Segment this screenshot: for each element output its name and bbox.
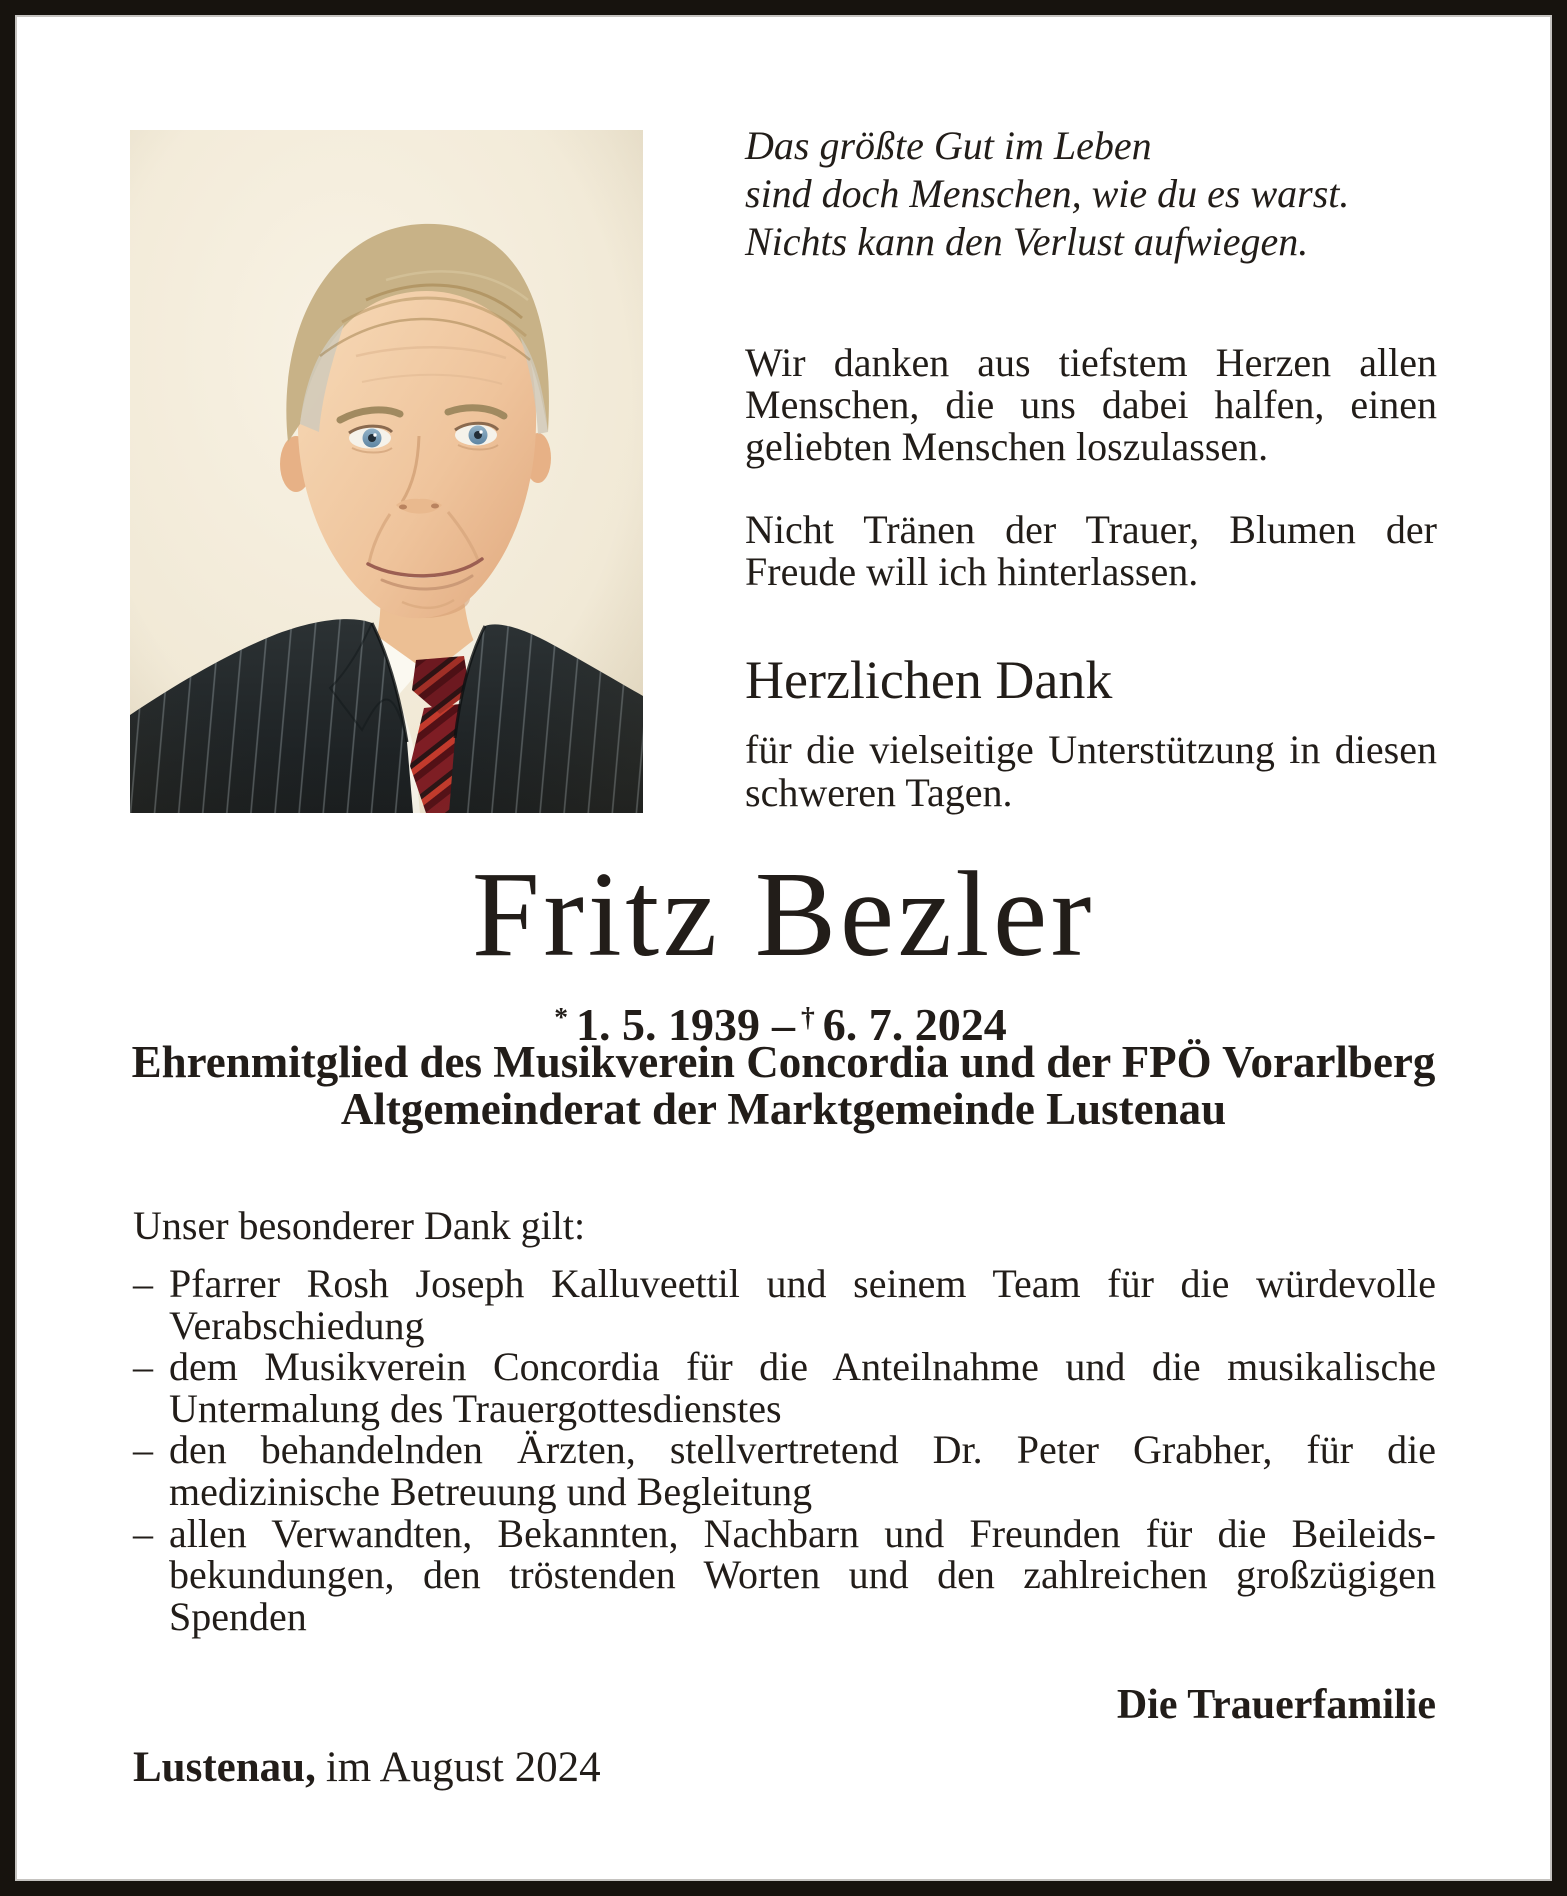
death-date: 6. 7. 2024 bbox=[822, 998, 1007, 1050]
photo-vignette bbox=[130, 130, 643, 813]
list-item bbox=[133, 1429, 1436, 1512]
grieving-family-signature: Die Trauerfamilie bbox=[1116, 1682, 1436, 1728]
deceased-name: Fritz Bezler bbox=[471, 847, 1096, 982]
special-thanks-list bbox=[133, 1263, 1436, 1637]
opening-quote bbox=[745, 122, 1445, 266]
portrait-photo bbox=[130, 130, 643, 813]
place-and-date bbox=[133, 1745, 601, 1790]
list-item-text: den behandelnden Ärzten, stellvertretend Dr. Peter Grabher, für die medizinische Betreuung und Begleitung bbox=[169, 1427, 1436, 1514]
special-thanks-intro: Unser besonderer Dank gilt: bbox=[133, 1203, 586, 1248]
birth-date: 1. 5. 1939 bbox=[576, 998, 760, 1050]
list-item-text: Pfarrer Rosh Joseph Kalluveettil und seinem Team für die würdevolle Verabschiedung bbox=[169, 1261, 1436, 1348]
dash-bullet: – bbox=[133, 1427, 153, 1473]
quote-line-2: sind doch Menschen, wie du es warst. bbox=[745, 171, 1350, 216]
honor-lines bbox=[15, 1039, 1552, 1133]
list-item bbox=[133, 1346, 1436, 1429]
list-item bbox=[133, 1510, 1436, 1639]
dash-bullet: – bbox=[133, 1510, 153, 1556]
death-symbol: † bbox=[801, 1001, 815, 1032]
list-item bbox=[133, 1263, 1436, 1346]
honor-line-1: Ehrenmitglied des Musikverein Concordia und der FPÖ Vorarlberg bbox=[131, 1037, 1436, 1087]
herzlichen-dank-subtext: für die vielseitige Unterstützung in diesen schweren Tagen. bbox=[745, 727, 1437, 815]
place-name: Lustenau, bbox=[133, 1744, 316, 1791]
honor-line-2: Altgemeinderat der Marktgemeinde Lustenau bbox=[340, 1084, 1227, 1134]
dash-bullet: – bbox=[133, 1344, 153, 1390]
list-item-text: dem Musikverein Concordia für die Anteilnahme und die musikalische Untermalung des Trauergottesdienstes bbox=[169, 1344, 1436, 1431]
quote-line-3: Nichts kann den Verlust aufwiegen. bbox=[745, 219, 1309, 264]
birth-symbol: * bbox=[554, 1001, 568, 1032]
date-separator: – bbox=[772, 998, 795, 1050]
flowers-paragraph: Nicht Tränen der Trauer, Blumen der Freude will ich hinterlassen. bbox=[745, 507, 1437, 594]
quote-line-1: Das größte Gut im Leben bbox=[745, 123, 1152, 168]
list-item-text: allen Verwandten, Bekannten, Nachbarn und Freunden für die Beileidsbekundungen, den tröstenden Worten und den zahlreichen großzügigen Spenden bbox=[169, 1510, 1436, 1639]
date-text: im August 2024 bbox=[325, 1744, 601, 1791]
dash-bullet: – bbox=[133, 1261, 153, 1306]
herzlichen-dank-heading: Herzlichen Dank bbox=[745, 650, 1113, 710]
portrait-illustration bbox=[130, 130, 643, 813]
thanks-paragraph: Wir danken aus tiefstem Herzen allen Menschen, die uns dabei halfen, einen geliebten Menschen loszulassen. bbox=[745, 340, 1437, 469]
